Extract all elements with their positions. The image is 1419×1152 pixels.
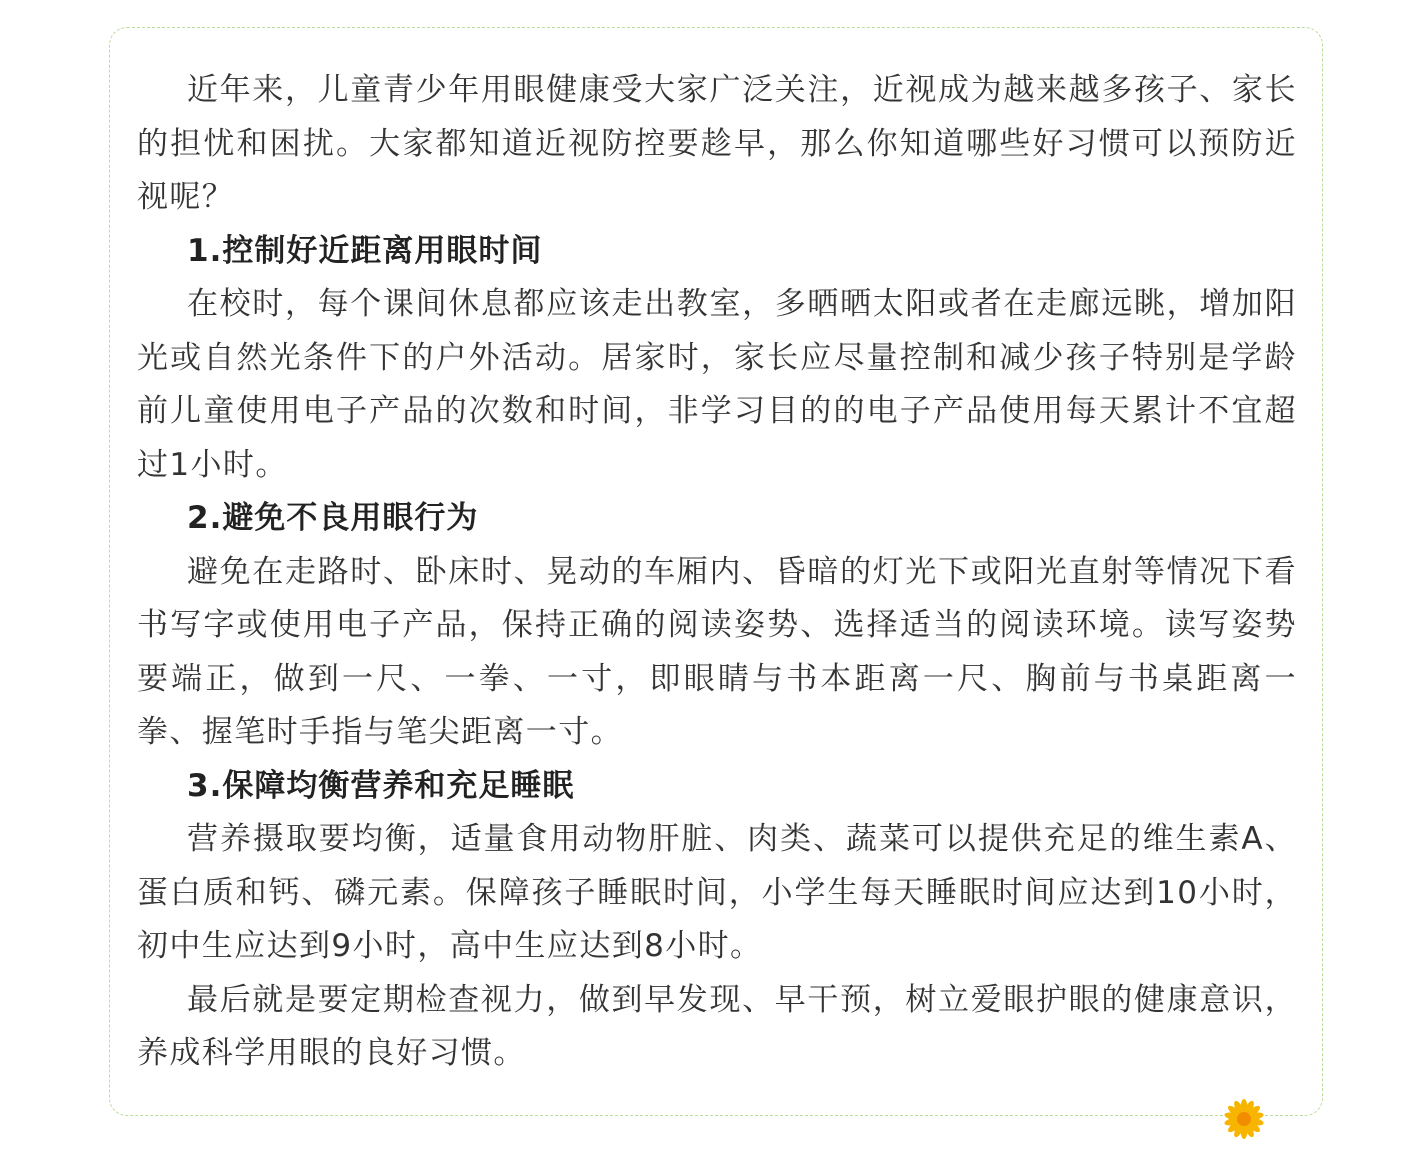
section-1-paragraph: 在校时，每个课间休息都应该走出教室，多晒晒太阳或者在走廊远眺，增加阳光或自然光条件下的户外活动。居家时，家长应尽量控制和减少孩子特别是学龄前儿童使用电子产品的次数和时间，非学习目的的电子产品使用每天累计不宜超过1小时。: [137, 286, 1297, 483]
conclusion-paragraph: 最后就是要定期检查视力，做到早发现、早干预，树立爱眼护眼的健康意识，养成科学用眼的良好习惯。: [137, 981, 1297, 1071]
section-3-paragraph: 营养摄取要均衡，适量食用动物肝脏、肉类、蔬菜可以提供充足的维生素A、蛋白质和钙、磷元素。保障孩子睡眠时间，小学生每天睡眠时间应达到10小时，初中生应达到9小时，高中生应达到8小时。: [137, 821, 1297, 964]
section-1-heading: 1.控制好近距离用眼时间: [187, 232, 543, 269]
intro-paragraph: 近年来，儿童青少年用眼健康受大家广泛关注，近视成为越来越多孩子、家长的担忧和困扰。大家都知道近视防控要趁早，那么你知道哪些好习惯可以预防近视呢？: [137, 72, 1297, 215]
section-2-heading: 2.避免不良用眼行为: [187, 500, 479, 536]
section-2-paragraph: 避免在走路时、卧床时、晃动的车厢内、昏暗的灯光下或阳光直射等情况下看书写字或使用电子产品，保持正确的阅读姿势、选择适当的阅读环境。读写姿势要端正，做到一尺、一拳、一寸，即眼睛与书本距离一尺、胸前与书桌距离一拳、握笔时手指与笔尖距离一寸。: [137, 553, 1297, 750]
flower-icon: [1222, 1097, 1266, 1141]
article-body: [137, 64, 1297, 1081]
section-3-heading: 3.保障均衡营养和充足睡眠: [187, 767, 575, 804]
